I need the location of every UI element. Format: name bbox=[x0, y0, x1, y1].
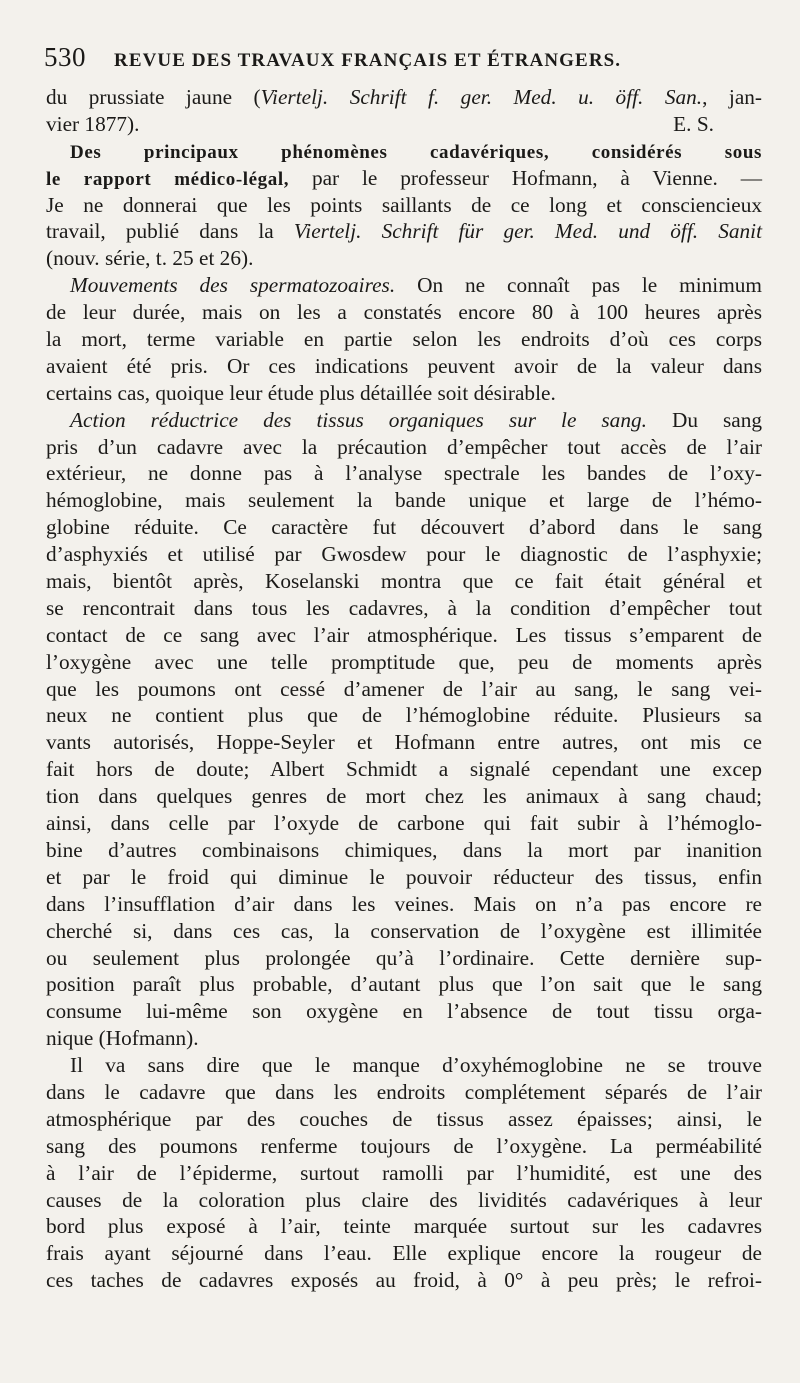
text-span: hémoglobine, mais seulement la bande unique et large de l’hémo- bbox=[46, 488, 762, 513]
text-line bbox=[46, 1133, 762, 1160]
text-line bbox=[46, 84, 762, 111]
text-span: frais ayant séjourné dans l’eau. Elle explique encore la rougeur de bbox=[46, 1241, 762, 1266]
text-span: travail, publié dans la bbox=[46, 219, 294, 244]
text-line bbox=[46, 1187, 762, 1214]
text-span: atmosphérique par des couches de tissus assez épaisses; ainsi, le bbox=[46, 1106, 762, 1131]
text-line bbox=[46, 864, 762, 891]
text-line bbox=[46, 756, 762, 783]
text-span: Je ne donnerai que les points saillants de ce long et consciencieux bbox=[46, 192, 762, 217]
text-line bbox=[46, 272, 762, 299]
text-line bbox=[46, 1079, 762, 1106]
text-span: tion dans quelques genres de mort chez les animaux à sang chaud; bbox=[46, 784, 762, 809]
text-span: Du sang bbox=[646, 407, 762, 432]
text-span: causes de la coloration plus claire des lividités cadavériques à leur bbox=[46, 1187, 762, 1212]
text-line bbox=[46, 918, 762, 945]
text-line bbox=[46, 353, 762, 380]
text-span: globine réduite. Ce caractère fut découvert d’abord dans le sang bbox=[46, 515, 762, 540]
text-span: bine d’autres combinaisons chimiques, dans la mort par inanition bbox=[46, 837, 762, 862]
text-span: et par le froid qui diminue le pouvoir réducteur des tissus, enfin bbox=[46, 864, 762, 889]
text-line bbox=[46, 595, 762, 622]
text-line bbox=[46, 622, 762, 649]
text-line bbox=[46, 702, 762, 729]
text-span: avaient été pris. Or ces indications peuvent avoir de la valeur dans bbox=[46, 353, 762, 378]
text-span: cherché si, dans ces cas, la conservation de l’oxygène est illimitée bbox=[46, 918, 762, 943]
text-span: par le professeur Hofmann, à Vienne. — bbox=[289, 165, 763, 190]
text-span: ces taches de cadavres exposés au froid, à 0° à peu près; le refroi- bbox=[46, 1268, 762, 1293]
text-line bbox=[46, 998, 762, 1025]
text-span: pris d’un cadavre avec la précaution d’empêcher tout accès de l’air bbox=[46, 434, 762, 459]
text-span: la mort, terme variable en partie selon les endroits d’où ces corps bbox=[46, 327, 762, 352]
text-span: extérieur, ne donne pas à l’analyse spectrale les bandes de l’oxy- bbox=[46, 461, 762, 486]
page-number: 530 bbox=[44, 42, 86, 72]
text-line bbox=[46, 218, 762, 245]
text-span: mais, bientôt après, Koselanski montra que ce fait était général et bbox=[46, 569, 762, 594]
text-line bbox=[46, 676, 762, 703]
italic-text: Viertelj. Schrift f. ger. Med. u. öff. San. bbox=[260, 85, 703, 109]
text-line bbox=[46, 192, 762, 219]
text-line bbox=[46, 138, 762, 165]
text-line bbox=[46, 729, 762, 756]
text-span: bord plus exposé à l’air, teinte marquée surtout sur les cadavres bbox=[46, 1214, 762, 1239]
text-span: dans l’insufflation d’air dans les veines. Mais on n’a pas encore re bbox=[46, 891, 762, 916]
text-span: neux ne contient plus que de l’hémoglobine réduite. Plusieurs sa bbox=[46, 703, 762, 728]
text-span: de leur durée, mais on les a constatés encore 80 à 100 heures après bbox=[46, 300, 762, 325]
text-line bbox=[46, 649, 762, 676]
text-line bbox=[46, 487, 762, 514]
text-line bbox=[46, 460, 762, 487]
text-span: se rencontrait dans tous les cadavres, à la condition d’empêcher tout bbox=[46, 595, 762, 620]
text-line bbox=[46, 380, 762, 407]
text-span: vants autorisés, Hoppe-Seyler et Hofmann entre autres, ont mis ce bbox=[46, 730, 762, 755]
text-line bbox=[46, 1267, 762, 1294]
text-line bbox=[46, 971, 762, 998]
text-span: dans le cadavre que dans les endroits complétement séparés de l’air bbox=[46, 1079, 762, 1104]
text-span: à l’air de l’épiderme, surtout ramolli par l’humidité, est une des bbox=[46, 1160, 762, 1185]
text-line bbox=[46, 326, 762, 353]
text-line bbox=[46, 1025, 762, 1052]
text-span: contact de ce sang avec l’air atmosphérique. Les tissus s’emparent de bbox=[46, 622, 762, 647]
text-line bbox=[46, 783, 762, 810]
text-span: l’oxygène avec une telle promptitude que, peu de moments après bbox=[46, 649, 762, 674]
text-span: du prussiate jaune ( bbox=[46, 85, 261, 109]
text-line bbox=[46, 837, 762, 864]
bold-title-text: le rapport médico-légal, bbox=[46, 168, 290, 190]
text-span: nique (Hofmann). bbox=[46, 1026, 199, 1051]
text-line bbox=[46, 541, 762, 568]
text-line bbox=[46, 945, 762, 972]
text-span: ainsi, dans celle par l’oxyde de carbone qui fait subir à l’hémoglo- bbox=[46, 811, 762, 836]
text-line bbox=[46, 407, 762, 434]
italic-text: Action réductrice des tissus organiques sur le sang. bbox=[70, 407, 647, 432]
text-span: E. S. bbox=[673, 111, 714, 136]
bold-title-text: Des principaux phénomènes cadavériques, considérés sous bbox=[70, 141, 762, 163]
text-line bbox=[46, 299, 762, 326]
text-line bbox=[46, 1240, 762, 1267]
text-line bbox=[46, 1052, 762, 1079]
text-line bbox=[46, 568, 762, 595]
text-span: sang des poumons renferme toujours de l’oxygène. La perméabilité bbox=[46, 1133, 762, 1158]
text-span: d’asphyxiés et utilisé par Gwosdew pour le diagnostic de l’asphyxie; bbox=[46, 542, 762, 567]
italic-text: Mouvements des spermatozoaires. bbox=[70, 273, 396, 298]
text-line bbox=[46, 891, 762, 918]
text-span: vier 1877). bbox=[46, 111, 140, 136]
text-line bbox=[46, 165, 762, 192]
text-span: certains cas, quoique leur étude plus détaillée soit désirable. bbox=[46, 380, 556, 405]
text-line bbox=[46, 245, 762, 272]
text-span: , jan- bbox=[702, 85, 763, 109]
text-span: On ne connaît pas le minimum bbox=[395, 273, 762, 298]
text-line bbox=[46, 1106, 762, 1133]
text-line bbox=[46, 810, 762, 837]
text-line bbox=[46, 1213, 762, 1240]
text-span: position paraît plus probable, d’autant plus que l’on sait que le sang bbox=[46, 972, 762, 997]
text-span: ou seulement plus prolongée qu’à l’ordinaire. Cette dernière sup- bbox=[46, 945, 762, 970]
article-body bbox=[46, 84, 762, 1294]
running-head: REVUE DES TRAVAUX FRANÇAIS ET ÉTRANGERS. bbox=[114, 50, 622, 71]
text-span: Il va sans dire que le manque d’oxyhémoglobine ne se trouve bbox=[70, 1053, 762, 1078]
italic-text: Viertelj. Schrift für ger. Med. und öff. Sanit bbox=[293, 219, 762, 244]
text-line bbox=[46, 434, 762, 461]
text-line bbox=[46, 1160, 762, 1187]
text-span: consume lui-même son oxygène en l’absence de tout tissu orga- bbox=[46, 999, 762, 1024]
text-span: (nouv. série, t. 25 et 26). bbox=[46, 246, 254, 271]
text-line bbox=[46, 514, 762, 541]
text-span: fait hors de doute; Albert Schmidt a signalé cependant une excep bbox=[46, 757, 762, 782]
text-line bbox=[46, 111, 762, 138]
page-header bbox=[44, 42, 764, 76]
text-span: que les poumons ont cessé d’amener de l’air au sang, le sang vei- bbox=[46, 676, 762, 701]
